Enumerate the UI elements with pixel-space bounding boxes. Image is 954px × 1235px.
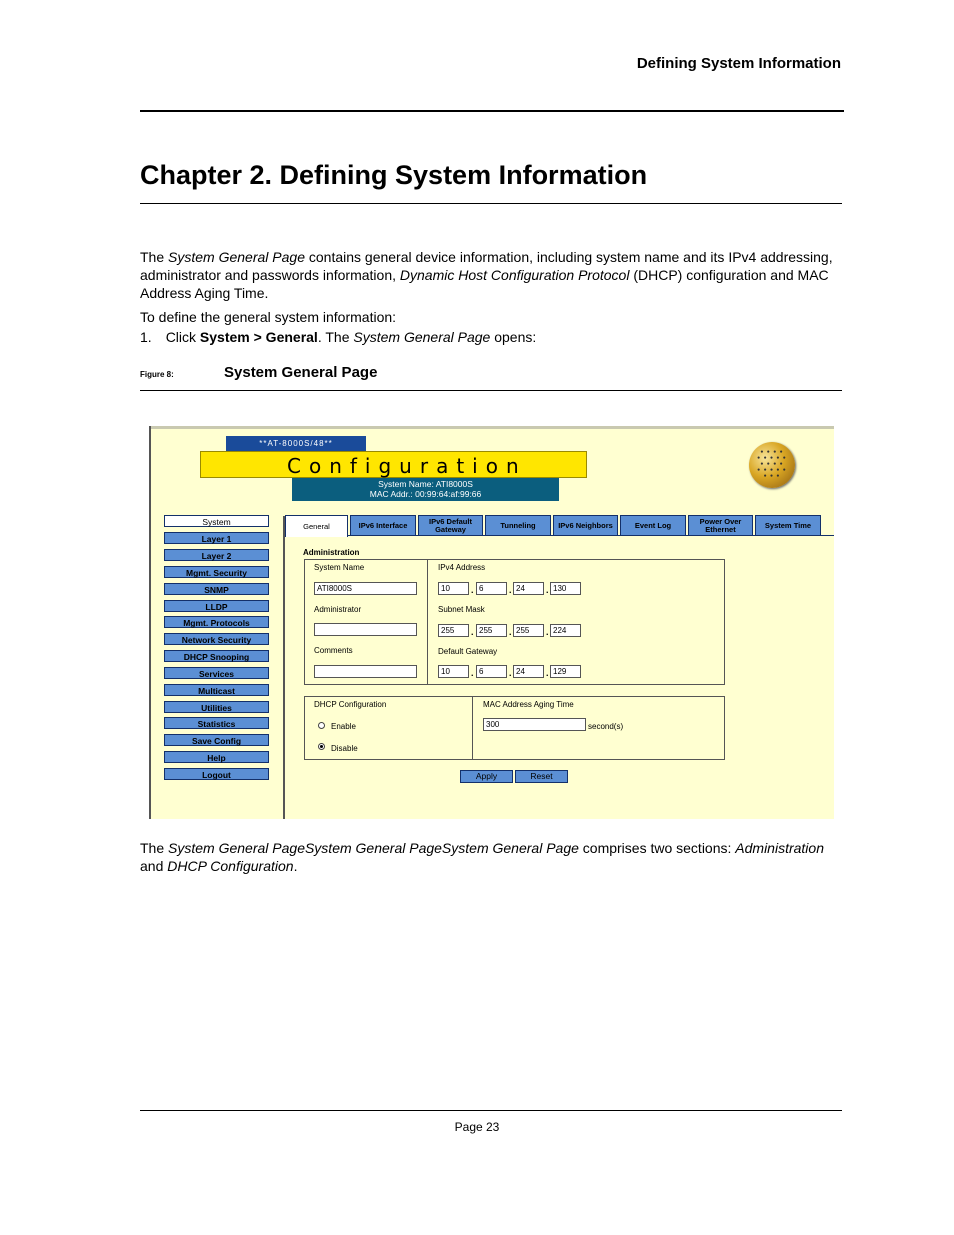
tab-system-time[interactable]: System Time <box>755 515 821 536</box>
device-model-label: **AT-8000S/48** <box>226 436 366 451</box>
figure-rule <box>140 390 842 391</box>
nav-multicast[interactable]: Multicast <box>164 684 269 696</box>
nav-utilities[interactable]: Utilities <box>164 701 269 713</box>
administration-title: Administration <box>303 548 360 557</box>
ipv4-octet-3[interactable]: 24 <box>513 582 544 595</box>
reset-button[interactable]: Reset <box>515 770 568 783</box>
configuration-title: Configuration <box>287 454 527 478</box>
globe-pattern: ● ● ● ● ● ● ● ● ● ● ● ● ● ● ● ● ● ● ● ● ● <box>757 449 787 479</box>
dhcp-disable-label: Disable <box>331 744 358 753</box>
tab-ipv6-default-gateway[interactable]: IPv6 Default Gateway <box>418 515 483 536</box>
tab-ipv6-neighbors[interactable]: IPv6 Neighbors <box>553 515 618 536</box>
default-gateway-label: Default Gateway <box>438 647 498 656</box>
ipv4-octet-4[interactable]: 130 <box>550 582 581 595</box>
mac-aging-unit: second(s) <box>588 722 624 731</box>
subnet-octet-2[interactable]: 255 <box>476 624 507 637</box>
footer-rule <box>140 1110 842 1111</box>
dhcp-disable-radio[interactable] <box>318 743 325 750</box>
dhcp-enable-radio[interactable] <box>318 722 325 729</box>
administrator-label: Administrator <box>314 605 362 614</box>
mac-aging-label: MAC Address Aging Time <box>483 700 574 709</box>
figure-caption: Figure 8: System General Page <box>140 364 378 381</box>
gateway-octet-3[interactable]: 24 <box>513 665 544 678</box>
gateway-octet-4[interactable]: 129 <box>550 665 581 678</box>
gateway-octet-1[interactable]: 10 <box>438 665 469 678</box>
ipv4-octet-1[interactable]: 10 <box>438 582 469 595</box>
ipv4-address-label: IPv4 Address <box>438 563 486 572</box>
nav-layer-2[interactable]: Layer 2 <box>164 549 269 561</box>
chapter-rule <box>140 203 842 204</box>
subnet-octet-1[interactable]: 255 <box>438 624 469 637</box>
nav-save-config[interactable]: Save Config <box>164 734 269 746</box>
nav-lldp[interactable]: LLDP <box>164 600 269 612</box>
page-number: Page 23 <box>454 1120 500 1134</box>
tab-tunneling[interactable]: Tunneling <box>485 515 551 536</box>
instruction-text: To define the general system information: <box>140 309 397 325</box>
apply-button[interactable]: Apply <box>460 770 513 783</box>
subnet-octet-4[interactable]: 224 <box>550 624 581 637</box>
dhcp-enable-label: Enable <box>331 722 356 731</box>
system-name-input[interactable]: ATI8000S <box>314 582 417 595</box>
nav-snmp[interactable]: SNMP <box>164 583 269 595</box>
chapter-title: Chapter 2. Defining System Information <box>140 160 648 190</box>
tab-general[interactable]: General <box>285 515 348 537</box>
system-general-page-screenshot: **AT-8000S/48** Configuration System Name: ATI8000S MAC Addr.: 00:99:64:af:99:66 ● ● ● ● ● ● ● ● ● ● ● ● ● ● ● ● ● ● ● ● ● System Layer 1 Layer 2 Mgmt. Security SNMP LLDP Mgmt. Protocols Network Security DHCP Snooping Services Multicast Utilities Statistics Save Config Help Logout General IPv6 Interface IPv6 Default Gateway Tunneling IPv6 Neighbors Event Log Power Over Ethernet System Time Administration System Name ATI8000S Administrator Comments IPv4 Address 10 . 6 . 24 . 130 Subnet Mask 255 . 255 . 255 . 224 Default Gateway 10 . 6 . 24 . 129 DHCP Configuration Enable Disable MAC Address Aging Time 300 second(s) Apply Reset <box>149 426 834 819</box>
summary-paragraph: The System General PageSystem General PageSystem General Page comprises two sections: Administration and DHCP Configuration. <box>140 840 824 874</box>
nav-mgmt-security[interactable]: Mgmt. Security <box>164 566 269 578</box>
system-name-label: System Name <box>314 563 365 572</box>
gateway-octet-2[interactable]: 6 <box>476 665 507 678</box>
nav-statistics[interactable]: Statistics <box>164 717 269 729</box>
nav-services[interactable]: Services <box>164 667 269 679</box>
nav-mgmt-protocols[interactable]: Mgmt. Protocols <box>164 616 269 628</box>
tab-power-over-ethernet[interactable]: Power Over Ethernet <box>688 515 753 536</box>
nav-logout[interactable]: Logout <box>164 768 269 780</box>
header-rule <box>140 110 844 112</box>
step-1: 1. Click System > General. The System General Page opens: <box>140 329 537 345</box>
intro-paragraph: The System General Page contains general device information, including system name and its IPv4 addressing, administrator and passwords information, Dynamic Host Configuration Protocol (DHCP) configuration and MAC Address Aging Time. <box>140 249 833 301</box>
running-header: Defining System Information <box>636 55 841 72</box>
nav-layer-1[interactable]: Layer 1 <box>164 532 269 544</box>
subnet-mask-label: Subnet Mask <box>438 605 485 614</box>
mac-aging-input[interactable]: 300 <box>483 718 586 731</box>
dhcp-configuration-label: DHCP Configuration <box>314 700 387 709</box>
nav-dhcp-snooping[interactable]: DHCP Snooping <box>164 650 269 662</box>
nav-help[interactable]: Help <box>164 751 269 763</box>
tab-event-log[interactable]: Event Log <box>620 515 686 536</box>
nav-system[interactable]: System <box>164 515 269 527</box>
comments-input[interactable] <box>314 665 417 678</box>
comments-label: Comments <box>314 646 353 655</box>
nav-network-security[interactable]: Network Security <box>164 633 269 645</box>
ipv4-octet-2[interactable]: 6 <box>476 582 507 595</box>
subnet-octet-3[interactable]: 255 <box>513 624 544 637</box>
administrator-input[interactable] <box>314 623 417 636</box>
system-info-box: System Name: ATI8000S MAC Addr.: 00:99:64:af:99:66 <box>292 478 559 501</box>
tab-ipv6-interface[interactable]: IPv6 Interface <box>350 515 416 536</box>
